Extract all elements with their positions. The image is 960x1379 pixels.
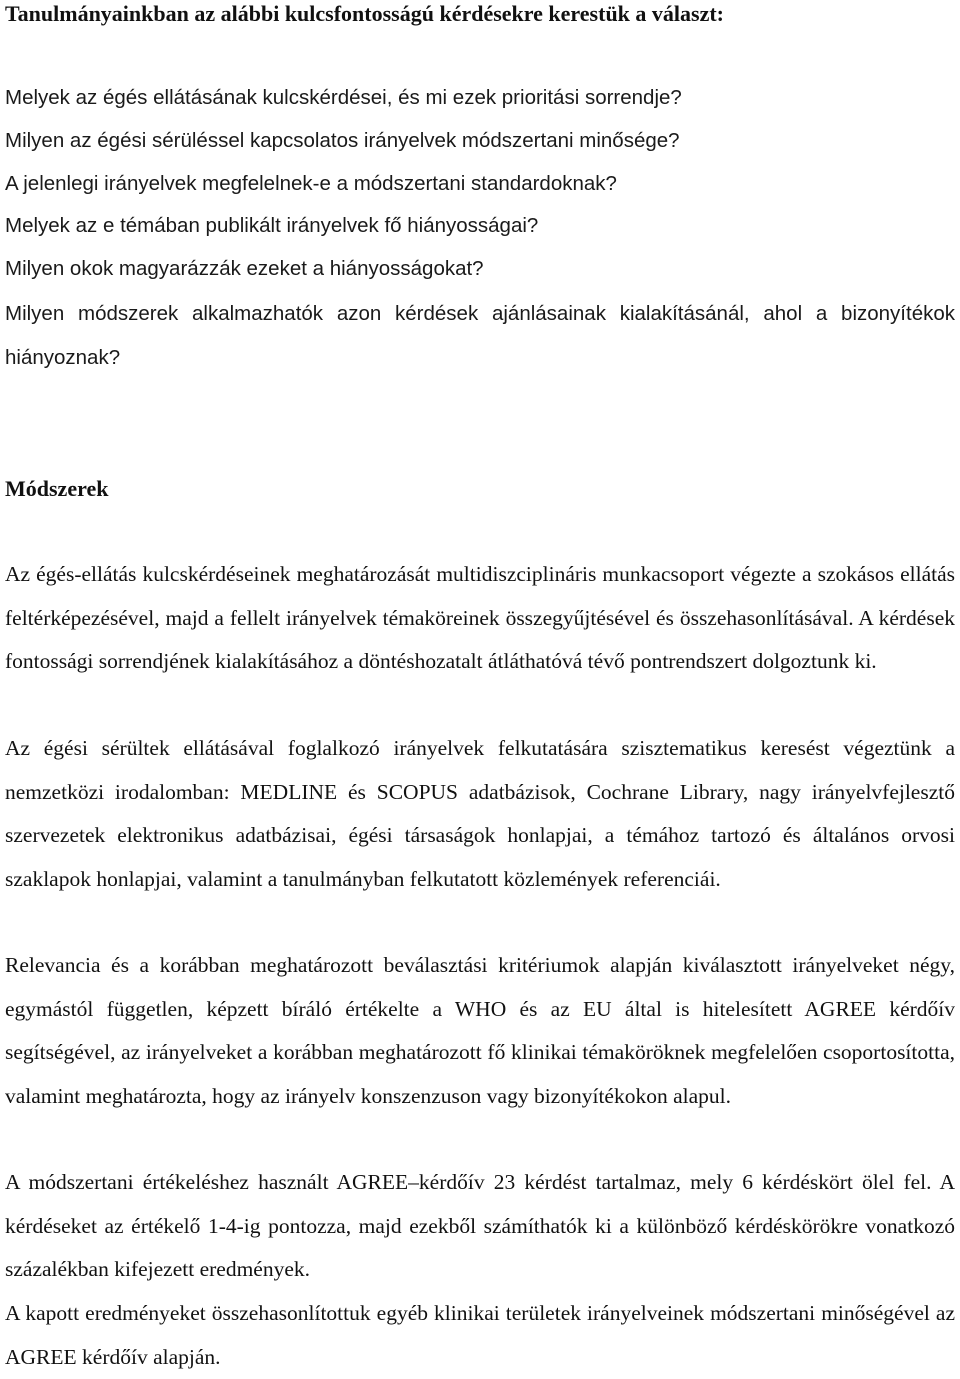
question-4: Melyek az e témában publikált irányelvek fő hiányosságai? <box>5 214 539 237</box>
methods-paragraph-4: A módszertani értékeléshez használt AGREE–kérdőív 23 kérdést tartalmaz, mely 6 kérdéskört ölel fel. A kérdéseket az értékelő 1-4-ig pontozza, majd ezekből számíthatók ki a különböző kérdéskörökre vonatkozó százalékban kifejezett eredmények. <box>5 1170 955 1281</box>
methods-paragraph-1: Az égés-ellátás kulcskérdéseinek meghatározását multidiszciplináris munkacsoport végezte a szokásos ellátás feltérképezésével, majd a fellelt irányelvek témaköreinek összegyűjtésével és összehasonlításával. A kérdések fontossági sorrendjének kialakításához a döntéshozatalt átláthatóvá tévő pontrendszert dolgoztunk ki. <box>5 562 955 673</box>
question-1: Melyek az égés ellátásának kulcskérdései, és mi ezek prioritási sorrendje? <box>5 86 682 109</box>
intro-heading: Tanulmányainkban az alábbi kulcsfontosságú kérdésekre kerestük a választ: <box>5 1 725 26</box>
question-2: Milyen az égési sérüléssel kapcsolatos irányelvek módszertani minősége? <box>5 129 680 152</box>
question-6: Milyen módszerek alkalmazhatók azon kérdések ajánlásainak kialakításánál, ahol a bizonyítékok hiányoznak? <box>5 302 955 369</box>
methods-heading: Módszerek <box>5 476 109 501</box>
methods-paragraph-5: A kapott eredményeket összehasonlítottuk egyéb klinikai területek irányelveinek módszertani minőségével az AGREE kérdőív alapján. <box>5 1301 955 1369</box>
methods-paragraph-3: Relevancia és a korábban meghatározott beválasztási kritériumok alapján kiválasztott irányelveket négy, egymástól független, képzett bíráló értékelte a WHO és az EU által is hitelesített AGREE kérdőív segítségével, az irányelveket a korábban meghatározott fő klinikai témaköröknek megfelelően csoportosította, valamint meghatározta, hogy az irányelv konszenzuson vagy bizonyítékokon alapul. <box>5 953 955 1108</box>
question-5: Milyen okok magyarázzák ezeket a hiányosságokat? <box>5 257 484 280</box>
question-3: A jelenlegi irányelvek megfelelnek-e a módszertani standardoknak? <box>5 172 617 195</box>
methods-paragraph-2: Az égési sérültek ellátásával foglalkozó irányelvek felkutatására szisztematikus keresést végeztünk a nemzetközi irodalomban: MEDLINE és SCOPUS adatbázisok, Cochrane Library, nagy irányelvfejlesztő szervezetek elektronikus adatbázisai, égési társaságok honlapjai, a témához tartozó és általános orvosi szaklapok honlapjai, valamint a tanulmányban felkutatott közlemények referenciái. <box>5 736 955 891</box>
